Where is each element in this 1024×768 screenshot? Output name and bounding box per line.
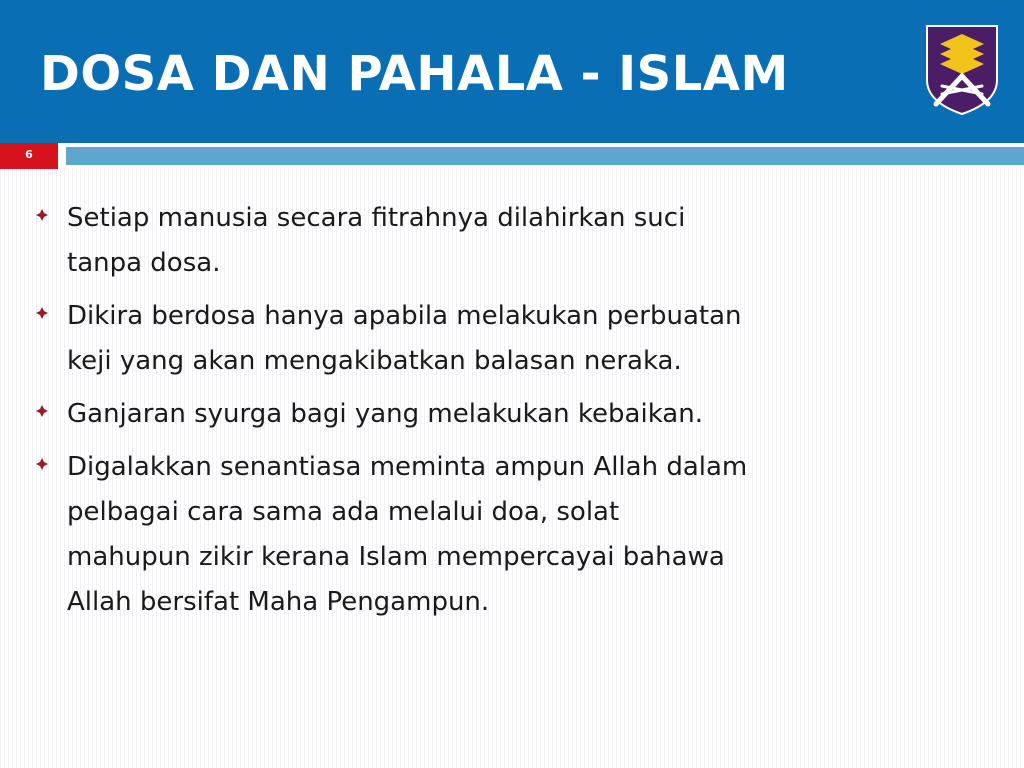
bullet-text: Dikira berdosa hanya apabila melakukan perbuatan keji yang akan mengakibatkan balasan neraka. xyxy=(67,301,742,376)
slide-number-tab xyxy=(0,143,58,169)
accent-stripe xyxy=(66,147,1024,165)
accent-band xyxy=(0,143,1024,169)
bullet-text: Setiap manusia secara fitrahnya dilahirkan suci tanpa dosa. xyxy=(67,203,686,278)
slide-title: DOSA DAN PAHALA - ISLAM xyxy=(40,46,789,102)
bullet-text: Ganjaran syurga bagi yang melakukan kebaikan. xyxy=(67,399,703,429)
bullet-item xyxy=(36,294,936,384)
bullet-item xyxy=(36,392,936,437)
diamond-bullet-icon xyxy=(36,458,48,470)
university-crest-logo xyxy=(924,24,1000,116)
diamond-bullet-icon xyxy=(36,209,48,221)
bullet-item xyxy=(36,196,936,286)
bullet-item xyxy=(36,445,936,625)
slide-number: 6 xyxy=(25,148,33,161)
diamond-bullet-icon xyxy=(36,405,48,417)
diamond-bullet-icon xyxy=(36,307,48,319)
bullet-text: Digalakkan senantiasa meminta ampun Allah dalam pelbagai cara sama ada melalui doa, solat mahupun zikir kerana Islam mempercayai bahawa Allah bersifat Maha Pengampun. xyxy=(67,452,748,617)
slide-header xyxy=(0,0,1024,143)
bullet-list xyxy=(36,196,936,633)
